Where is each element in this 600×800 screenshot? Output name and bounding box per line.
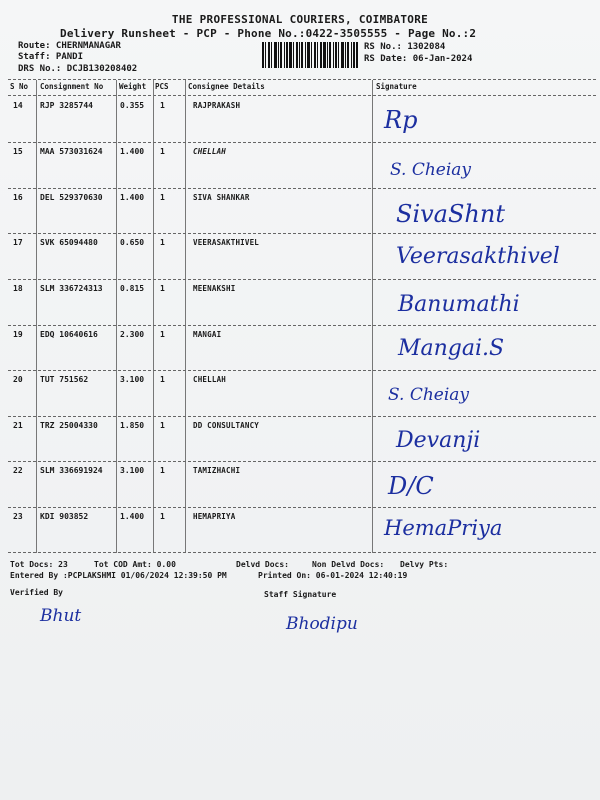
staff-signature-label: Staff Signature [264,590,337,599]
row-consignment: MAA 573031624 [40,147,103,156]
total-docs: Tot Docs: 23 [10,560,68,569]
row-pcs: 1 [160,147,165,156]
row-handwritten-signature: S. Cheiay [388,385,470,405]
runsheet-subtitle: Delivery Runsheet - PCP - Phone No.:0422-3505555 - Page No.:2 [60,27,477,40]
row-weight: 1.400 [120,147,145,156]
row-sno: 15 [13,147,23,156]
route-label: Route: CHERNMANAGAR [18,41,121,51]
row-handwritten-signature: Mangai.S [398,336,505,361]
column-divider [185,80,186,553]
row-pcs: 1 [160,330,165,339]
row-divider [8,461,596,462]
row-divider [8,507,596,508]
row-divider [8,233,596,234]
row-pcs: 1 [160,193,165,202]
entered-by: Entered By :PCPLAKSHMI 01/06/2024 12:39:50 PM [10,571,227,580]
row-sno: 19 [13,330,23,339]
row-consignee: RAJPRAKASH [193,101,241,110]
col-header-pcs: PCS [155,82,169,91]
table-bottom-rule [8,552,596,553]
rs-date: RS Date: 06-Jan-2024 [364,54,473,64]
company-title: THE PROFESSIONAL COURIERS, COIMBATORE [171,13,429,26]
row-sno: 17 [13,238,23,247]
row-consignee: MEENAKSHI [193,284,236,293]
row-handwritten-signature: Rp [384,106,418,134]
row-weight: 0.355 [120,101,145,110]
table-top-rule [8,79,596,80]
staff-label: Staff: PANDI [18,52,84,62]
printed-on: Printed On: 06-01-2024 12:40:19 [258,571,408,580]
row-divider [8,370,596,371]
row-weight: 2.300 [120,330,145,339]
header-rule [8,95,596,96]
row-consignee: TAMIZHACHI [193,466,241,475]
row-pcs: 1 [160,466,165,475]
row-handwritten-signature: S. Cheiay [390,160,472,180]
row-consignee: SIVA SHANKAR [193,193,250,202]
col-header-signature: Signature [376,82,417,91]
row-consignee: DD CONSULTANCY [193,421,260,430]
row-consignment: TUT 751562 [40,375,89,384]
delivery-points: Delvy Pts: [400,560,449,569]
barcode-image [262,42,358,68]
row-consignee: CHELLAH [193,375,227,384]
row-handwritten-signature: D/C [388,472,434,500]
row-weight: 3.100 [120,466,145,475]
column-divider [153,80,154,553]
col-header-weight: Weight [119,82,147,91]
row-sno: 20 [13,375,23,384]
row-consignee: CHELLAH [193,147,227,156]
row-consignment: SLM 336724313 [40,284,103,293]
row-consignee: MANGAI [193,330,222,339]
column-divider [36,80,37,553]
row-handwritten-signature: Veerasakthivel [396,244,560,269]
row-divider [8,325,596,326]
row-consignment: EDQ 10640616 [40,330,98,339]
row-consignment: SLM 336691924 [40,466,103,475]
row-divider [8,188,596,189]
rs-number: RS No.: 1302084 [364,42,446,52]
row-weight: 1.400 [120,512,145,521]
row-sno: 16 [13,193,23,202]
non-delivered-docs: Non Delvd Docs: [312,560,385,569]
row-consignment: TRZ 25004330 [40,421,98,430]
row-sno: 21 [13,421,23,430]
row-consignment: SVK 65094480 [40,238,98,247]
row-divider [8,279,596,280]
row-weight: 1.400 [120,193,145,202]
row-pcs: 1 [160,512,165,521]
row-consignment: KDI 903852 [40,512,89,521]
row-consignment: DEL 529370630 [40,193,103,202]
row-handwritten-signature: Devanji [396,428,481,453]
row-weight: 1.850 [120,421,145,430]
row-pcs: 1 [160,421,165,430]
row-consignee: VEERASAKTHIVEL [193,238,260,247]
delivered-docs: Delvd Docs: [236,560,289,569]
row-pcs: 1 [160,375,165,384]
row-sno: 23 [13,512,23,521]
row-weight: 0.650 [120,238,145,247]
row-sno: 14 [13,101,23,110]
row-divider [8,142,596,143]
row-divider [8,416,596,417]
total-cod-amount: Tot COD Amt: 0.00 [94,560,176,569]
column-divider [116,80,117,553]
row-pcs: 1 [160,238,165,247]
drs-number: DRS No.: DCJB130208402 [18,64,138,74]
row-pcs: 1 [160,284,165,293]
col-header-consignment: Consignment No [40,82,104,91]
row-consignment: RJP 3285744 [40,101,93,110]
column-divider [372,80,373,553]
col-header-consignee: Consignee Details [188,82,265,91]
row-pcs: 1 [160,101,165,110]
row-handwritten-signature: Banumathi [398,292,520,317]
row-weight: 3.100 [120,375,145,384]
verified-by-label: Verified By [10,588,63,597]
row-consignee: HEMAPRIYA [193,512,236,521]
verified-by-signature: Bhut [40,606,82,626]
staff-handwritten-signature: Bhodipu [286,614,358,634]
col-header-sno: S No [10,82,29,91]
row-sno: 18 [13,284,23,293]
row-sno: 22 [13,466,23,475]
row-weight: 0.815 [120,284,145,293]
row-handwritten-signature: SivaShnt [396,200,505,228]
row-handwritten-signature: HemaPriya [384,516,503,540]
